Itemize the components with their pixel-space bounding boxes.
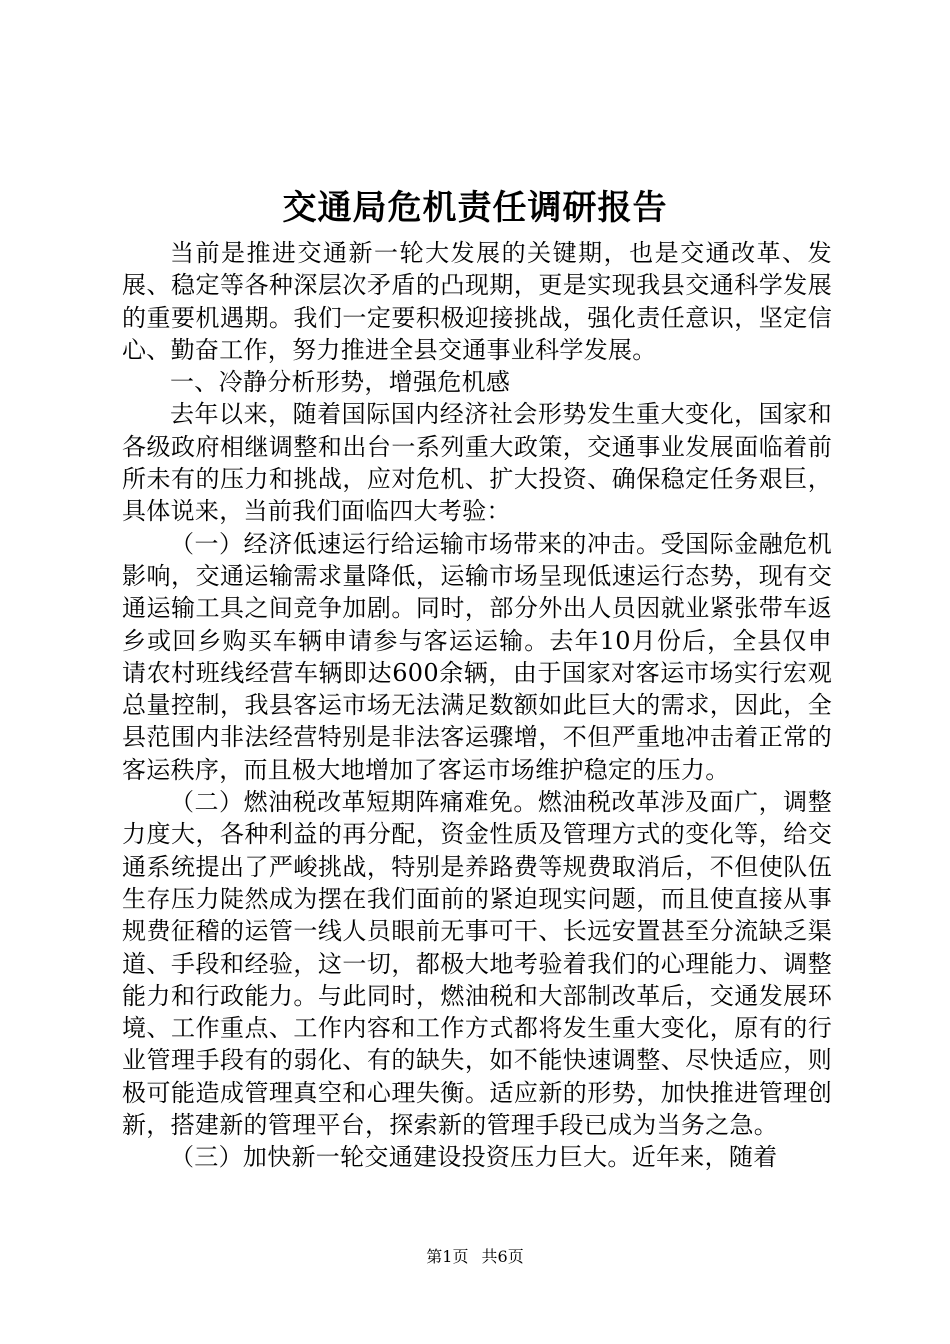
section-heading-1: 一、冷静分析形势，增强危机感 <box>170 368 511 397</box>
paragraph-intro: 当前是推进交通新一轮大发展的关键期，也是交通改革、发展、稳定等各种深层次矛盾的凸现期，更是实现我县交通科学发展的重要机遇期。我们一定要积极迎接挑战，强化责任意识，坚定信心、勤奋工作，努力推进全县交通事业科学发展。 <box>122 239 832 364</box>
document-title: 交通局危机责任调研报告 <box>282 188 668 228</box>
paragraph-situation: 去年以来，随着国际国内经济社会形势发生重大变化，国家和各级政府相继调整和出台一系列重大政策，交通事业发展面临着前所未有的压力和挑战，应对危机、扩大投资、确保稳定任务艰巨，具体说来，当前我们面临四大考验： <box>122 400 832 526</box>
page-footer <box>0 1246 950 1268</box>
page-number: 第1页 <box>426 1247 469 1266</box>
paragraph-challenge-3: （三）加快新一轮交通建设投资压力巨大。近年来，随着 <box>170 1143 778 1172</box>
page-total: 共6页 <box>481 1247 524 1266</box>
document-body <box>122 237 832 1174</box>
paragraph-challenge-2: （二）燃油税改革短期阵痛难免。燃油税改革涉及面广，调整力度大，各种利益的再分配，资金性质及管理方式的变化等，给交通系统提出了严峻挑战，特别是养路费等规费取消后，不但使队伍生存压力陡然成为摆在我们面前的紧迫现实问题，而且使直接从事规费征稽的运管一线人员眼前无事可干、长远安置甚至分流缺乏渠道、手段和经验，这一切，都极大地考验着我们的心理能力、调整能力和行政能力。与此同时，燃油税和大部制改革后，交通发展环境、工作重点、工作内容和工作方式都将发生重大变化，原有的行业管理手段有的弱化、有的缺失，如不能快速调整、尽快适应，则极可能造成管理真空和心理失衡。适应新的形势，加快推进管理创新，搭建新的管理平台，探索新的管理手段已成为当务之急。 <box>122 788 832 1140</box>
paragraph-challenge-1: （一）经济低速运行给运输市场带来的冲击。受国际金融危机影响，交通运输需求量降低，运输市场呈现低速运行态势，现有交通运输工具之间竞争加剧。同时，部分外出人员因就业紧张带车返乡或回乡购买车辆申请参与客运运输。去年10月份后，全县仅申请农村班线经营车辆即达600余辆，由于国家对客运市场实行宏观总量控制，我县客运市场无法满足数额如此巨大的需求，因此，全县范围内非法经营特别是非法客运骤增，不但严重地冲击着正常的客运秩序，而且极大地增加了客运市场维护稳定的压力。 <box>122 529 832 784</box>
